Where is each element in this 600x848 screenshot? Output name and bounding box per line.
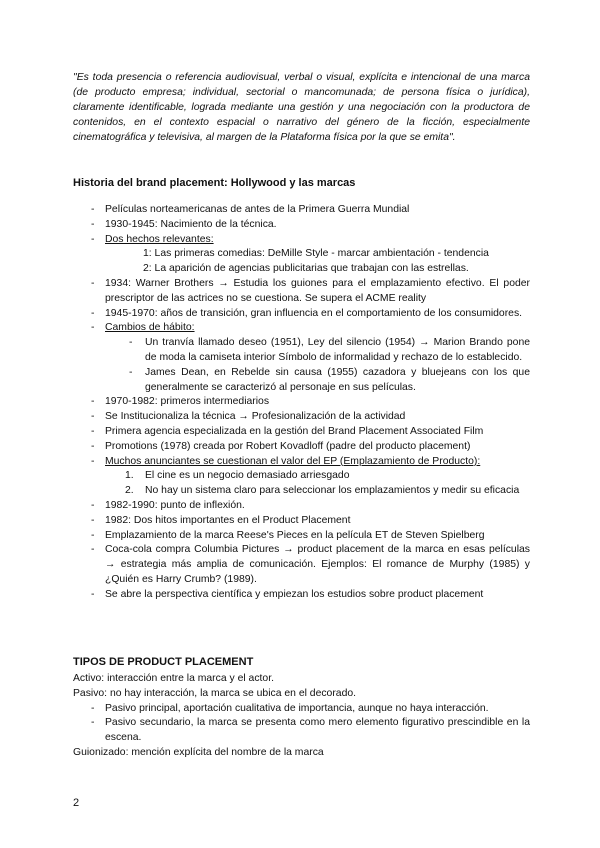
bullet-dash: - — [91, 514, 95, 526]
bullet-dash: - — [91, 425, 95, 437]
bullet-dash: - — [91, 411, 95, 423]
list-item-text: Coca-cola compra Columbia Pictures → product placement de la marca en esas películas → estrategia más amplia de comunicación. Ejemplos: El romance de Murphy (1985) y ¿Quién es Harry Crumb? (1989). — [105, 544, 530, 585]
list-item-text: Muchos anunciantes se cuestionan el valor del EP (Emplazamiento de Producto): — [105, 455, 481, 467]
types-section — [73, 672, 530, 761]
list-item-text: Emplazamiento de la marca Reese's Pieces en la película ET de Steven Spielberg — [105, 529, 485, 541]
list-item — [73, 588, 530, 603]
list-item-text: Películas norteamericanas de antes de la Primera Guerra Mundial — [105, 204, 410, 215]
bullet-dash: - — [91, 544, 95, 556]
sub-list-item — [73, 336, 530, 366]
list-item-text: Pasivo principal, aportación cualitativa de importancia, aunque no haya interacción. — [105, 702, 489, 714]
list-item — [73, 233, 530, 248]
list-item-text: Pasivo secundario, la marca se presenta como mero elemento figurativo prescindible en la escena. — [105, 717, 530, 744]
list-item-text: Primera agencia especializada en la gestión del Brand Placement Associated Film — [105, 425, 484, 437]
list-item-text: 1982-1990: punto de inflexión. — [105, 499, 245, 511]
section-heading-history: Historia del brand placement: Hollywood y las marcas — [73, 177, 356, 189]
list-item — [73, 529, 530, 544]
bullet-dash: - — [91, 529, 95, 541]
bullet-dash: - — [91, 204, 95, 215]
bullet-dash: - — [91, 277, 95, 289]
list-item-text: 1970-1982: primeros intermediarios — [105, 396, 270, 408]
list-item — [73, 395, 530, 410]
bullet-dash: - — [129, 366, 133, 378]
bullet-dash: - — [91, 440, 95, 452]
type-guionizado: Guionizado: mención explícita del nombre de la marca — [73, 746, 324, 758]
list-item — [73, 716, 530, 746]
list-item — [73, 307, 530, 322]
list-item — [73, 499, 530, 514]
page-number: 2 — [73, 797, 80, 809]
bullet-dash: - — [91, 322, 95, 334]
list-item — [73, 702, 530, 717]
definition-quote: "Es toda presencia o referencia audiovisual, verbal o visual, explícita e intencional de una marca (de producto empresa; individual, sectorial o mancomunada; de persona física o jurídica), claramente identificable, lograda mediante una gestión y una negociación con la productora de contenidos, en el contexto espacial o narrativo del género de la ficción, especialmente cinematográfica y televisiva, al margen de la Plataforma física por la que se emita". — [73, 72, 530, 143]
type-activo: Activo: interacción entre la marca y el actor. — [73, 673, 274, 684]
list-item-text: 1930-1945: Nacimiento de la técnica. — [105, 218, 277, 230]
section-heading-types: TIPOS DE PRODUCT PLACEMENT — [73, 656, 254, 668]
list-item-text: Se abre la perspectiva científica y empiezan los estudios sobre product placement — [105, 588, 484, 600]
list-item — [73, 410, 530, 425]
list-item-text: Un tranvía llamado deseo (1951), Ley del silencio (1954) → Marion Brando pone de moda la camiseta interior Símbolo de informalidad y rechazo de lo establecido. — [145, 337, 530, 363]
numbered-item — [73, 469, 530, 484]
bullet-dash: - — [91, 396, 95, 408]
list-item-text: James Dean, en Rebelde sin causa (1955) cazadora y bluejeans con los que generalmente se caracterizó al personaje en sus películas. — [145, 366, 530, 393]
bullet-dash: - — [91, 455, 95, 467]
list-item — [73, 514, 530, 529]
sub-list-item — [73, 366, 530, 396]
type-pasivo: Pasivo: no hay interacción, la marca se ubica en el decorado. — [73, 687, 357, 699]
item-number: 1. — [125, 470, 134, 482]
sub-item: 1: Las primeras comedias: DeMille Style - marcar ambientación - tendencia — [143, 248, 489, 260]
list-item — [73, 321, 530, 336]
numbered-item — [73, 484, 530, 499]
item-number: 2. — [125, 485, 134, 497]
bullet-dash: - — [91, 588, 95, 600]
bullet-dash: - — [91, 218, 95, 230]
list-item — [73, 425, 530, 440]
list-item — [73, 543, 530, 587]
list-item — [73, 277, 530, 307]
sub-item: 2: La aparición de agencias publicitarias que trabajan con las estrellas. — [143, 263, 469, 275]
list-item-text: No hay un sistema claro para seleccionar los emplazamientos y medir su eficacia — [145, 485, 520, 497]
list-item-text: 1982: Dos hitos importantes en el Product Placement — [105, 514, 351, 526]
list-item-text: Dos hechos relevantes: — [105, 233, 214, 245]
list-item — [73, 203, 530, 218]
bullet-dash: - — [91, 702, 95, 714]
list-item-text: 1934: Warner Brothers → Estudia los guiones para el emplazamiento efectivo. El poder prescriptor de las actrices no se cuestiona. Se supera el ACME reality — [105, 277, 530, 304]
list-item — [73, 455, 530, 470]
bullet-dash: - — [129, 337, 133, 349]
list-item-text: Promotions (1978) creada por Robert Kovadloff (padre del producto placement) — [105, 440, 471, 452]
bullet-dash: - — [91, 717, 95, 729]
history-list — [73, 203, 530, 603]
list-item — [73, 440, 530, 455]
bullet-dash: - — [91, 499, 95, 511]
list-item-text: 1945-1970: años de transición, gran influencia en el comportamiento de los consumidores. — [105, 307, 523, 319]
list-item-text: Se Institucionaliza la técnica → Profesionalización de la actividad — [105, 411, 406, 423]
list-item-text: El cine es un negocio demasiado arriesgado — [145, 470, 350, 482]
bullet-dash: - — [91, 233, 95, 245]
list-item-text: Cambios de hábito: — [105, 322, 195, 334]
bullet-dash: - — [91, 307, 95, 319]
list-item — [73, 218, 530, 233]
